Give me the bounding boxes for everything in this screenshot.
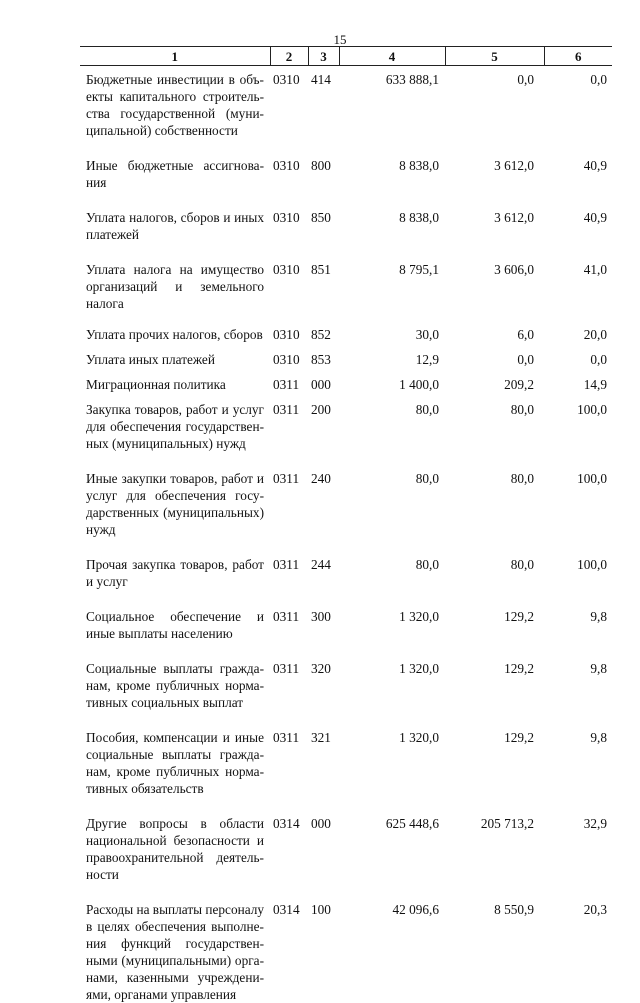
row-name — [80, 139, 270, 191]
row-done-value: 3 612,0 — [445, 139, 544, 191]
header-row — [80, 47, 612, 66]
table-row — [80, 312, 612, 343]
row-percent-value: 14,9 — [544, 368, 612, 393]
row-done-value: 80,0 — [445, 452, 544, 538]
row-percent-value: 0,0 — [544, 66, 612, 140]
table-body — [80, 66, 612, 1003]
row-expense-kind: 000 — [308, 368, 339, 393]
table-row — [80, 393, 612, 452]
row-expense-kind: 853 — [308, 343, 339, 368]
row-section-code: 0311 — [270, 538, 308, 590]
row-name — [80, 590, 270, 642]
table-row — [80, 883, 612, 1003]
row-percent-value: 100,0 — [544, 393, 612, 452]
row-name-line: Расходы на выплаты персоналу — [86, 901, 264, 918]
row-plan-value: 80,0 — [339, 393, 445, 452]
row-section-code: 0310 — [270, 243, 308, 312]
row-name-line: ями, органами управления — [86, 986, 264, 1003]
row-name — [80, 393, 270, 452]
row-name-line: ными (муниципальными) орга- — [86, 952, 264, 969]
row-expense-kind: 100 — [308, 883, 339, 1003]
row-done-value: 80,0 — [445, 538, 544, 590]
row-name-line: екты капитального строитель- — [86, 88, 264, 105]
row-name-line: услуг для обеспечения госу- — [86, 487, 264, 504]
row-percent-value: 40,9 — [544, 191, 612, 243]
row-name-line: в целях обеспечения выполне- — [86, 918, 264, 935]
row-name-line: Социальные выплаты гражда- — [86, 660, 264, 677]
row-section-code: 0311 — [270, 590, 308, 642]
row-section-code: 0311 — [270, 711, 308, 797]
table-row — [80, 538, 612, 590]
column-header: 4 — [339, 47, 445, 66]
row-plan-value: 8 838,0 — [339, 191, 445, 243]
row-done-value: 129,2 — [445, 590, 544, 642]
row-name-line: иные выплаты населению — [86, 625, 264, 642]
row-percent-value: 20,3 — [544, 883, 612, 1003]
row-name-line: ных (муниципальных) нужд — [86, 435, 264, 452]
row-section-code: 0314 — [270, 797, 308, 883]
table-row — [80, 711, 612, 797]
row-name-line: социальные выплаты гражда- — [86, 746, 264, 763]
row-plan-value: 1 320,0 — [339, 590, 445, 642]
row-name-line: Уплата налогов, сборов и иных — [86, 209, 264, 226]
row-section-code: 0310 — [270, 139, 308, 191]
row-plan-value: 1 320,0 — [339, 642, 445, 711]
row-name — [80, 797, 270, 883]
row-expense-kind: 852 — [308, 312, 339, 343]
row-name-line: налога — [86, 295, 264, 312]
row-percent-value: 40,9 — [544, 139, 612, 191]
row-name — [80, 642, 270, 711]
row-percent-value: 9,8 — [544, 711, 612, 797]
row-section-code: 0310 — [270, 312, 308, 343]
row-done-value: 80,0 — [445, 393, 544, 452]
table-row — [80, 191, 612, 243]
row-expense-kind: 851 — [308, 243, 339, 312]
row-name-line: Прочая закупка товаров, работ — [86, 556, 264, 573]
table-row — [80, 243, 612, 312]
column-header: 3 — [308, 47, 339, 66]
table-row — [80, 139, 612, 191]
table-row — [80, 590, 612, 642]
row-name — [80, 538, 270, 590]
row-done-value: 205 713,2 — [445, 797, 544, 883]
row-done-value: 209,2 — [445, 368, 544, 393]
row-plan-value: 625 448,6 — [339, 797, 445, 883]
column-header: 5 — [445, 47, 544, 66]
row-section-code: 0311 — [270, 393, 308, 452]
row-name — [80, 883, 270, 1003]
row-section-code: 0310 — [270, 66, 308, 140]
row-plan-value: 1 400,0 — [339, 368, 445, 393]
row-percent-value: 100,0 — [544, 538, 612, 590]
page-number: 15 — [0, 32, 640, 48]
row-percent-value: 41,0 — [544, 243, 612, 312]
row-name-line: нужд — [86, 521, 264, 538]
row-name-line: Уплата иных платежей — [86, 351, 264, 368]
row-name-line: ния функций государствен- — [86, 935, 264, 952]
row-plan-value: 80,0 — [339, 538, 445, 590]
row-plan-value: 8 795,1 — [339, 243, 445, 312]
row-done-value: 0,0 — [445, 343, 544, 368]
row-plan-value: 8 838,0 — [339, 139, 445, 191]
row-name-line: национальной безопасности и — [86, 832, 264, 849]
row-name-line: Иные бюджетные ассигнова- — [86, 157, 264, 174]
row-expense-kind: 244 — [308, 538, 339, 590]
row-section-code: 0314 — [270, 883, 308, 1003]
row-name — [80, 343, 270, 368]
row-done-value: 6,0 — [445, 312, 544, 343]
row-percent-value: 9,8 — [544, 642, 612, 711]
row-name-line: платежей — [86, 226, 264, 243]
table-row — [80, 66, 612, 140]
row-plan-value: 1 320,0 — [339, 711, 445, 797]
row-name-line: ности — [86, 866, 264, 883]
row-name-line: и услуг — [86, 573, 264, 590]
row-section-code: 0310 — [270, 191, 308, 243]
column-header: 1 — [80, 47, 270, 66]
row-name — [80, 312, 270, 343]
row-plan-value: 30,0 — [339, 312, 445, 343]
row-plan-value: 633 888,1 — [339, 66, 445, 140]
row-name-line: Другие вопросы в области — [86, 815, 264, 832]
row-section-code: 0311 — [270, 642, 308, 711]
row-name-line: Закупка товаров, работ и услуг — [86, 401, 264, 418]
row-expense-kind: 300 — [308, 590, 339, 642]
row-name-line: Иные закупки товаров, работ и — [86, 470, 264, 487]
row-name-line: дарственных (муниципальных) — [86, 504, 264, 521]
column-header: 2 — [270, 47, 308, 66]
row-name-line: нами, казенными учреждени- — [86, 969, 264, 986]
row-expense-kind: 321 — [308, 711, 339, 797]
row-done-value: 8 550,9 — [445, 883, 544, 1003]
row-expense-kind: 000 — [308, 797, 339, 883]
row-name — [80, 66, 270, 140]
row-expense-kind: 414 — [308, 66, 339, 140]
row-name-line: Социальное обеспечение и — [86, 608, 264, 625]
row-name-line: Уплата налога на имущество — [86, 261, 264, 278]
table-row — [80, 452, 612, 538]
row-expense-kind: 800 — [308, 139, 339, 191]
row-name-line: ства государственной (муни- — [86, 105, 264, 122]
row-name-line: для обеспечения государствен- — [86, 418, 264, 435]
row-name — [80, 711, 270, 797]
row-plan-value: 12,9 — [339, 343, 445, 368]
row-name-line: организаций и земельного — [86, 278, 264, 295]
row-name-line: тивных социальных выплат — [86, 694, 264, 711]
row-section-code: 0311 — [270, 452, 308, 538]
row-name-line: тивных обязательств — [86, 780, 264, 797]
table-row — [80, 343, 612, 368]
row-plan-value: 42 096,6 — [339, 883, 445, 1003]
row-name-line: нам, кроме публичных норма- — [86, 677, 264, 694]
row-percent-value: 100,0 — [544, 452, 612, 538]
row-name-line: Пособия, компенсации и иные — [86, 729, 264, 746]
table-row — [80, 642, 612, 711]
row-done-value: 3 612,0 — [445, 191, 544, 243]
row-percent-value: 0,0 — [544, 343, 612, 368]
row-expense-kind: 240 — [308, 452, 339, 538]
row-name-line: Бюджетные инвестиции в объ- — [86, 71, 264, 88]
table-row — [80, 797, 612, 883]
row-expense-kind: 200 — [308, 393, 339, 452]
row-name-line: нам, кроме публичных норма- — [86, 763, 264, 780]
column-header: 6 — [544, 47, 612, 66]
row-name — [80, 191, 270, 243]
row-name-line: Уплата прочих налогов, сборов — [86, 326, 264, 343]
row-done-value: 3 606,0 — [445, 243, 544, 312]
row-name-line: правоохранительной деятель- — [86, 849, 264, 866]
budget-table — [80, 46, 612, 1003]
row-section-code: 0310 — [270, 343, 308, 368]
row-name-line: ния — [86, 174, 264, 191]
row-plan-value: 80,0 — [339, 452, 445, 538]
row-section-code: 0311 — [270, 368, 308, 393]
row-name — [80, 452, 270, 538]
row-done-value: 129,2 — [445, 642, 544, 711]
row-done-value: 129,2 — [445, 711, 544, 797]
row-name — [80, 243, 270, 312]
row-expense-kind: 320 — [308, 642, 339, 711]
row-done-value: 0,0 — [445, 66, 544, 140]
row-percent-value: 20,0 — [544, 312, 612, 343]
row-name-line: ципальной) собственности — [86, 122, 264, 139]
row-name-line: Миграционная политика — [86, 376, 264, 393]
row-percent-value: 9,8 — [544, 590, 612, 642]
table-row — [80, 368, 612, 393]
row-name — [80, 368, 270, 393]
row-percent-value: 32,9 — [544, 797, 612, 883]
row-expense-kind: 850 — [308, 191, 339, 243]
